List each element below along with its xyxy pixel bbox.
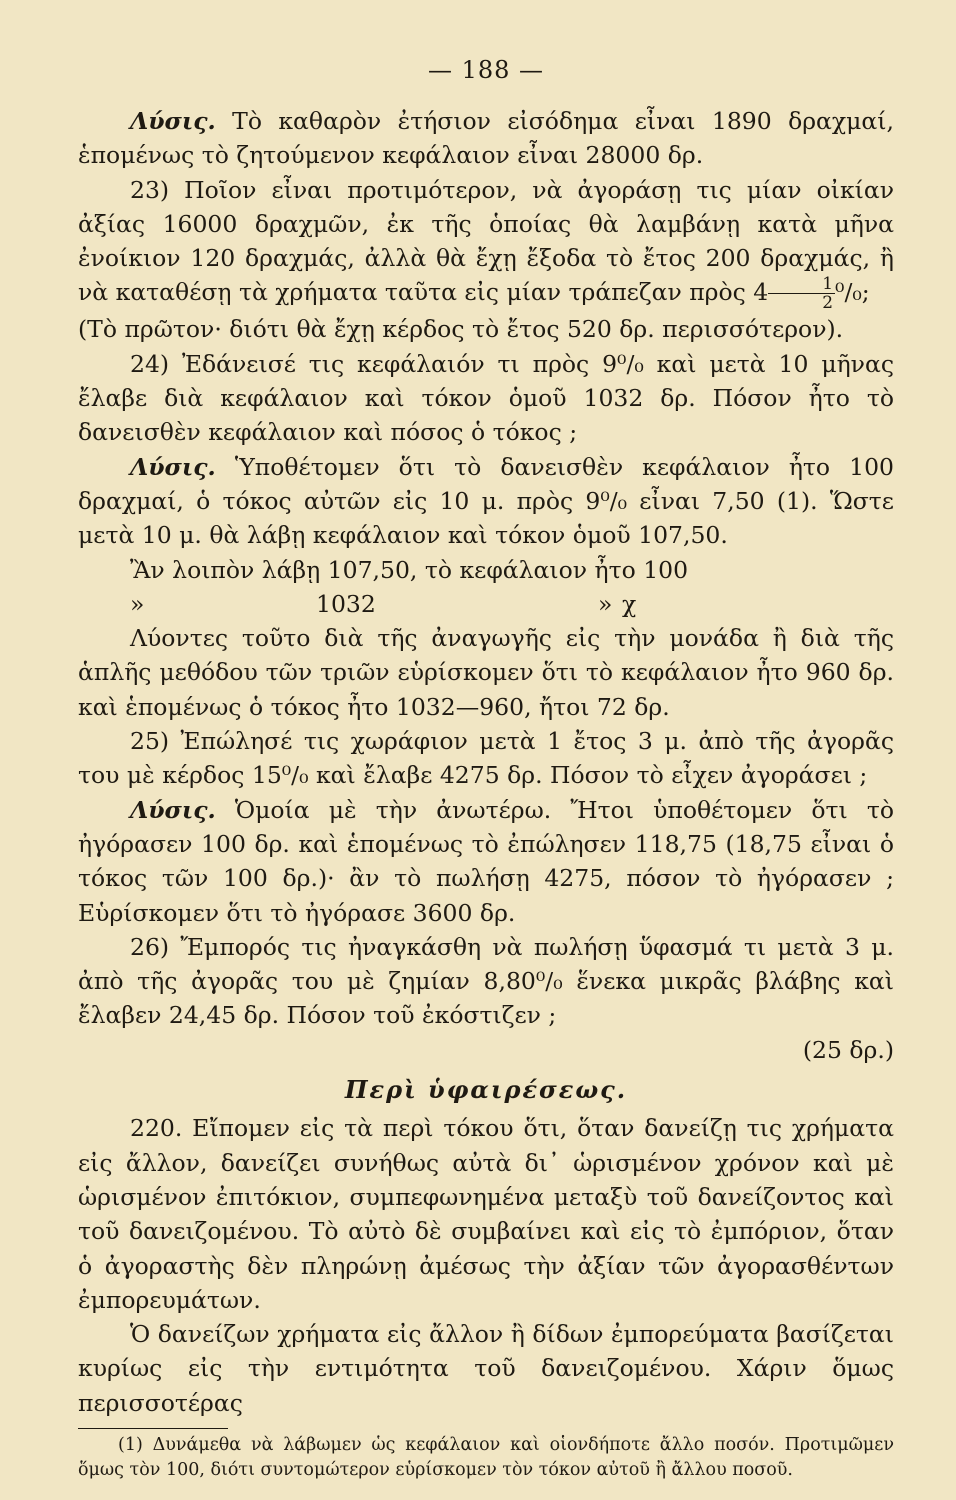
proportion-unknown: χ bbox=[622, 589, 637, 618]
ditto-mark: » bbox=[598, 589, 613, 618]
section-heading: Περὶ ὑφαιρέσεως. bbox=[344, 1075, 628, 1105]
solution-24 bbox=[78, 450, 894, 553]
problem-26-text: 26) Ἔμπορός τις ἠναγκάσθη νὰ πωλήσῃ ὕφασμά τι μετὰ 3 μ. ἀπὸ τῆς ἀγορᾶς του μὲ ζημίαν 8,80⁰/₀ ἕνεκα μικρᾶς βλάβης καὶ ἔλαβεν 24,45 δρ. Πόσον τοῦ ἐκόστιζεν ; bbox=[78, 932, 894, 1030]
problem-26-answer-row bbox=[78, 1033, 894, 1067]
solution-25-text: Ὁμοία μὲ τὴν ἀνωτέρω. Ἤτοι ὑποθέτομεν ὅτι τὸ ἠγόρασεν 100 δρ. καὶ ἑπομένως τὸ ἐπώλησεν 118,75 (18,75 εἶναι ὁ τόκος τῶν 100 δρ.)· ἂν τὸ πωλήσῃ 4275, πόσον τὸ ἠγόρασεν ; Εὑρίσκομεν ὅτι τὸ ἠγόρασε 3600 δρ. bbox=[78, 795, 894, 927]
footnote-ref: 1 bbox=[786, 486, 801, 515]
percent-sign: ⁰/₀; bbox=[835, 278, 870, 307]
footnote-divider bbox=[78, 1428, 228, 1429]
main-text bbox=[78, 104, 894, 1420]
paragraph-220: 220. Εἴπομεν εἰς τὰ περὶ τόκου ὅτι, ὅταν δανείζῃ τις χρήματα εἰς ἄλλον, δανείζει συνήθως αὐτὰ δι᾽ ὡρισμένον χρόνον καὶ μὲ ὡρισμένον ἐπιτόκιον, συμπεφωνημένα μεταξὺ τοῦ δανείζοντος καὶ τοῦ δανειζομένου. Τὸ αὐτὸ δὲ συμβαίνει καὶ εἰς τὸ ἐμπόριον, ὅταν ὁ ἀγοραστὴς δὲν πληρώνῃ ἀμέσως τὴν ἀξίαν τῶν ἀγορασθέντων ἐμπορευμάτων. bbox=[78, 1114, 894, 1314]
solution-24-text: Ὑποθέτομεν ὅτι τὸ δανεισθὲν κεφάλαιον ἦτο 100 δραχμαί, ὁ τόκος αὐτῶν εἰς 10 μ. πρὸς 9⁰/₀ εἶναι 7,50 ( bbox=[78, 452, 894, 515]
ditto-mark: » bbox=[130, 589, 145, 618]
problem-26 bbox=[78, 930, 894, 1033]
proportion-line-1: Ἂν λοιπὸν λάβῃ 107,50, τὸ κεφάλαιον ἦτο 100 bbox=[130, 555, 689, 584]
solution-24-text-b: ). Ὥστε μετὰ 10 μ. θὰ λάβῃ κεφάλαιον καὶ τόκον ὁμοῦ 107,50. bbox=[78, 486, 894, 550]
solution-24-continued: Λύοντες τοῦτο διὰ τῆς ἀναγωγῆς εἰς τὴν μονάδα ἢ διὰ τῆς ἁπλῆς μεθόδου τῶν τριῶν εὑρίσκομεν ὅτι τὸ κεφάλαιον ἦτο 960 δρ. καὶ ἑπομένως ὁ τόκος ἦτο 1032—960, ἤτοι 72 δρ. bbox=[78, 624, 894, 721]
paragraph-220-continued: Ὁ δανείζων χρήματα εἰς ἄλλον ἢ δίδων ἐμπορεύματα βασίζεται κυρίως εἰς τὴν εντιμότητα τοῦ δανειζομένου. Χάριν ὅμως περισσοτέρας bbox=[78, 1320, 894, 1417]
proportion-line-2 bbox=[78, 587, 894, 621]
solution-label: Λύσις. bbox=[130, 795, 216, 824]
fraction-numerator: 1 bbox=[768, 275, 835, 294]
fraction-one-half bbox=[768, 275, 835, 312]
problem-23-answer: (Τὸ πρῶτον· διότι θὰ ἔχῃ κέρδος τὸ ἔτος 520 δρ. περισσότερον). bbox=[78, 315, 844, 344]
solution-25 bbox=[78, 793, 894, 930]
problem-24: 24) Ἐδάνεισέ τις κεφάλαιόν τι πρὸς 9⁰/₀ καὶ μετὰ 10 μῆνας ἔλαβε διὰ κεφάλαιον καὶ τόκον ὁμοῦ 1032 δρ. Πόσον ἦτο τὸ δανεισθὲν κεφάλαιον καὶ πόσος ὁ τόκος ; bbox=[78, 349, 894, 447]
problem-26-answer: (25 δρ.) bbox=[802, 1035, 894, 1064]
solution-label: Λύσις. bbox=[130, 107, 216, 135]
problem-23 bbox=[78, 173, 894, 313]
solution-label: Λύσις. bbox=[130, 452, 216, 481]
solution-text: Τὸ καθαρὸν ἐτήσιον εἰσόδημα εἶναι 1890 δραχμαί, ἑπομένως τὸ ζητούμενον κεφάλαιον εἶναι 28000 δρ. bbox=[78, 107, 894, 170]
proportion-value: 1032 bbox=[316, 589, 376, 618]
footnote: (1) Δυνάμεθα νὰ λάβωμεν ὡς κεφάλαιον καὶ οἱονδήποτε ἄλλο ποσόν. Προτιμῶμεν ὅμως τὸν 100, διότι συντομώτερον εὑρίσκομεν τὸν τόκον αὐτοῦ ἢ ἄλλου ποσοῦ. bbox=[78, 1434, 894, 1480]
problem-25: 25) Ἐπώλησέ τις χωράφιον μετὰ 1 ἔτος 3 μ. ἀπὸ τῆς ἀγορᾶς του μὲ κέρδος 15⁰/₀ καὶ ἔλαβε 4275 δρ. Πόσον τὸ εἶχεν ἀγοράσει ; bbox=[78, 727, 894, 790]
problem-23-text: 23) Ποῖον εἶναι προτιμότερον, νὰ ἀγοράσῃ τις μίαν οἰκίαν ἀξίας 16000 δραχμῶν, ἐκ τῆς ὁποίας θὰ λαμβάνῃ κατὰ μῆνα ἐνοίκιον 120 δραχμάς, ἀλλὰ θὰ ἔχῃ ἔξοδα τὸ ἔτος 200 δραχμάς, ἢ νὰ καταθέσῃ τὰ χρήματα ταῦτα εἰς μίαν τράπεζαν πρὸς 4 bbox=[78, 175, 894, 307]
solution-paragraph bbox=[78, 104, 894, 173]
page-number: — 188 — bbox=[427, 56, 545, 84]
fraction-denominator: 2 bbox=[822, 293, 834, 314]
